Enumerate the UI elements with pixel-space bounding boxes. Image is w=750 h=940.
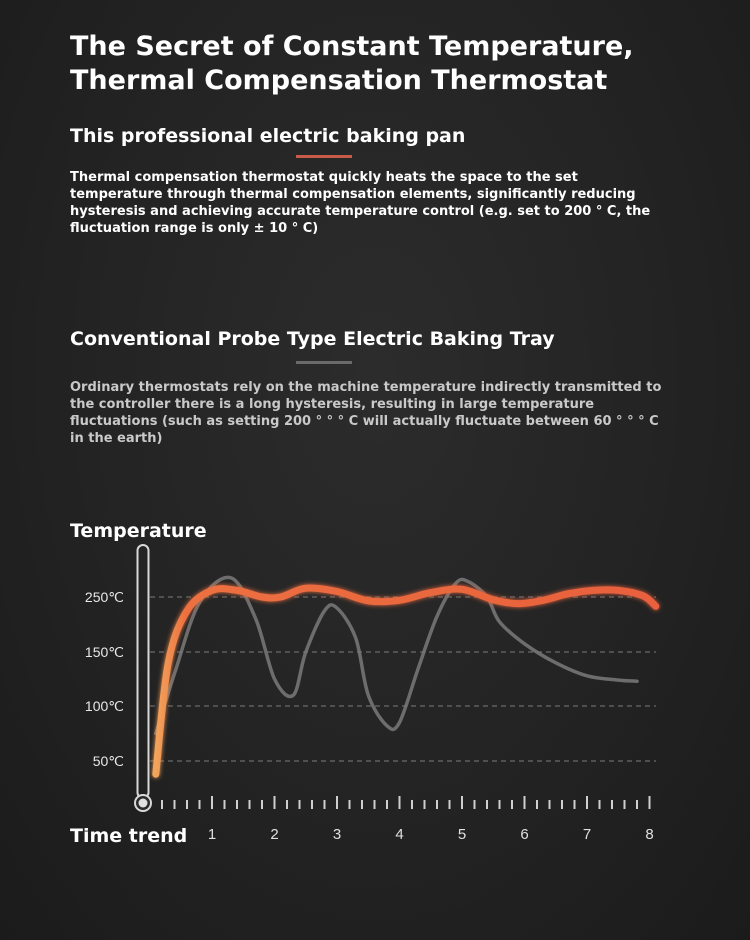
y-tick-label: 150℃ — [84, 644, 124, 660]
series-line-thermal-compensation — [156, 588, 656, 774]
thermometer-axis — [135, 545, 151, 811]
x-tick-label: 6 — [520, 826, 529, 843]
y-tick-labels — [85, 589, 124, 769]
x-tick-label: 7 — [582, 826, 592, 843]
title-line-1: The Secret of Constant Temperature, — [70, 31, 634, 62]
title-line-2: Thermal Compensation Thermostat — [70, 65, 608, 96]
section2-heading: Conventional Probe Type Electric Baking Tray — [70, 328, 555, 350]
section1-heading: This professional electric baking pan — [70, 125, 466, 147]
x-tick-label: 1 — [207, 826, 217, 843]
y-axis-title: Temperature — [70, 520, 207, 542]
x-tick-label: 5 — [457, 826, 467, 843]
y-tick-label: 250℃ — [84, 589, 124, 605]
y-tick-label: 50℃ — [92, 753, 124, 769]
y-tick-label: 100℃ — [84, 698, 124, 714]
grid-lines — [150, 597, 656, 761]
series-lines — [156, 577, 656, 774]
x-tick-label: 8 — [645, 826, 654, 843]
section2-body: Ordinary thermostats rely on the machine temperature indirectly transmitted to the controller there is a long hysteresis, resulting in large temperature fluctuations (such as setting 200 ° ° ° C will actually fluctuate between 60 ° ° ° C in the earth) — [70, 380, 662, 446]
x-tick-label: 4 — [395, 826, 404, 843]
x-tick-label: 3 — [332, 826, 342, 843]
section1-body: Thermal compensation thermostat quickly heats the space to the set temperature through thermal compensation elements, significantly reducing hysteresis and achieving accurate temperature control (e.g. set to 200 ° C, the fluctuation range is only ± 10 ° C) — [70, 170, 651, 236]
x-axis-ruler — [162, 796, 654, 843]
x-axis-title: Time trend — [70, 825, 188, 847]
x-tick-label: 2 — [270, 826, 279, 843]
